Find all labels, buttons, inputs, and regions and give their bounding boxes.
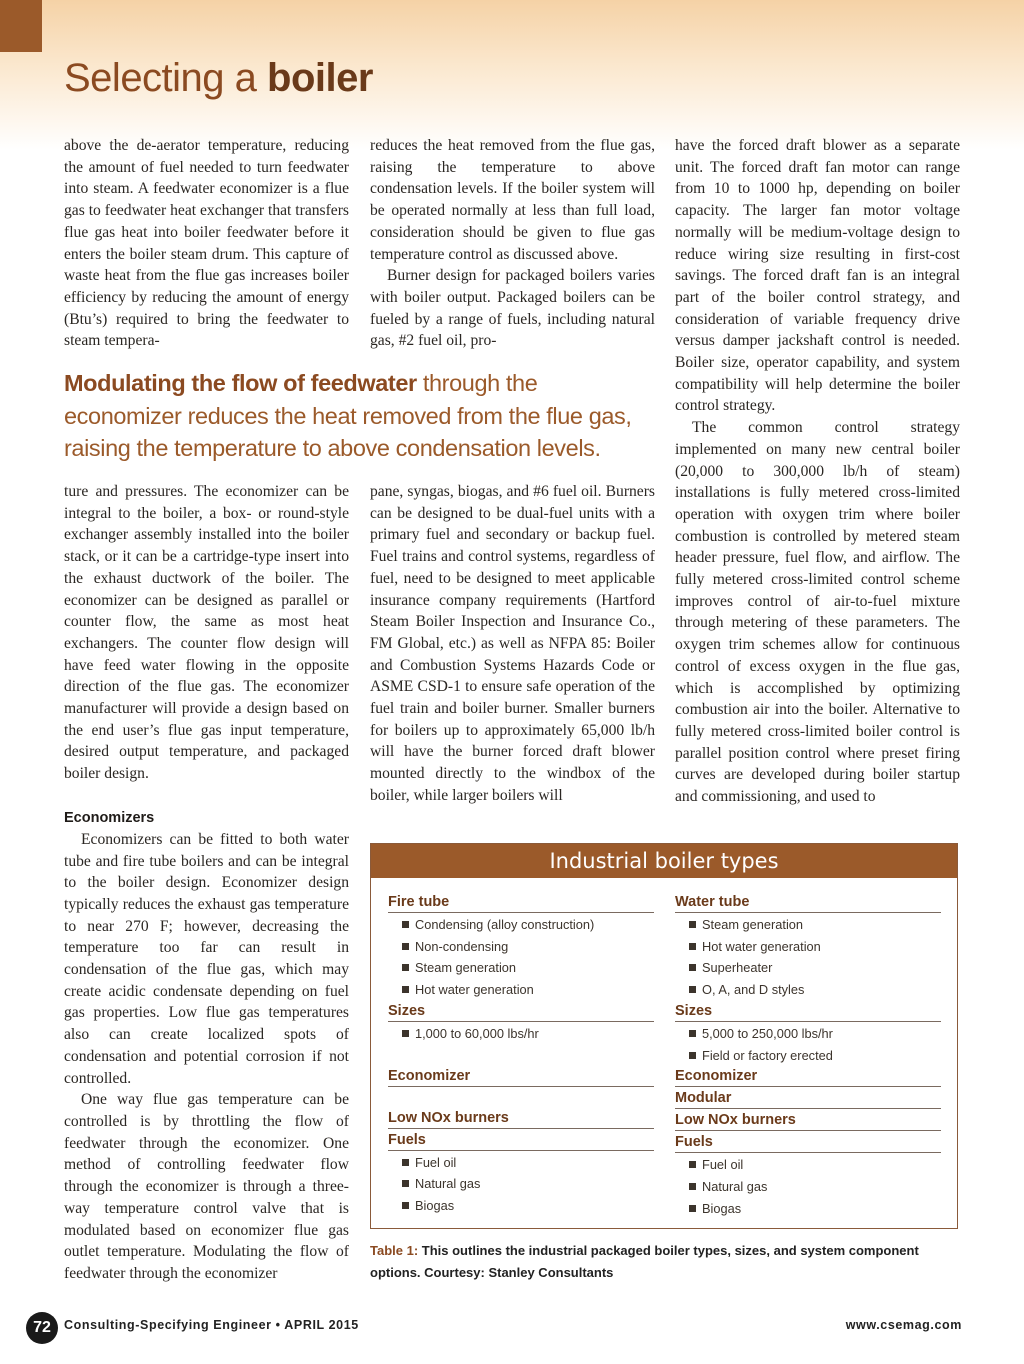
table-heading: Sizes — [388, 1001, 654, 1022]
list-item: Natural gas — [388, 1173, 654, 1195]
footer-publication: Consulting-Specifying Engineer • APRIL 2015 — [64, 1318, 359, 1332]
column-2-top — [370, 135, 655, 352]
paragraph: Economizers can be fitted to both water tube and fire tube boilers and can be integral to the boiler design. Economizer design typically reduces the exhaust gas temperature to near 270 F; however, decreasing the temperature too far can result in condensation of the flue gas, which may create acidic condensate depending on fuel gas properties. Low flue gas temperatures also can create localized spots of condensation and potential corrosion if not controlled. — [64, 830, 349, 1087]
caption-text: This outlines the industrial packaged boiler types, sizes, and system component options. Courtesy: Stanley Consultants — [370, 1243, 919, 1280]
table-heading: Sizes — [675, 1001, 941, 1022]
list-item: Steam generation — [388, 957, 654, 979]
table-heading: Low NOx burners — [388, 1108, 654, 1129]
page-title — [64, 56, 373, 101]
table-heading: Fire tube — [388, 892, 654, 913]
section-tab-marker — [0, 0, 42, 52]
list-item: Biogas — [675, 1198, 941, 1220]
table-title: Industrial boiler types — [371, 844, 957, 878]
list-item: 5,000 to 250,000 lbs/hr — [675, 1023, 941, 1045]
boiler-types-table — [370, 843, 958, 1229]
paragraph: have the forced draft blower as a separate unit. The forced draft fan motor can range from 10 to 1000 hp, depending on boiler capacity. The larger fan motor voltage normally will be medium-voltage design to reduce wiring size resulting in first-cost savings. The forced draft fan is an integral part of the boiler control strategy, and consideration of variable frequency drive versus damper jackshaft control is needed. Boiler size, operator capability, and system compatibility will help determine the boiler control strategy. — [675, 137, 960, 415]
list-item: Non-condensing — [388, 936, 654, 958]
column-2-bottom — [370, 481, 655, 807]
list-item: Fuel oil — [388, 1152, 654, 1174]
table-heading: Modular — [675, 1088, 941, 1109]
list-item: Condensing (alloy construction) — [388, 914, 654, 936]
page-number: 72 — [26, 1312, 58, 1344]
column-1-bottom — [64, 481, 349, 1285]
column-3 — [675, 135, 960, 808]
list-item: 1,000 to 60,000 lbs/hr — [388, 1023, 654, 1045]
table-heading: Economizer — [388, 1066, 654, 1087]
list-item: Superheater — [675, 957, 941, 979]
caption-label: Table 1: — [370, 1243, 419, 1258]
table-heading: Water tube — [675, 892, 941, 913]
list-item: Hot water generation — [675, 936, 941, 958]
table-caption — [370, 1240, 960, 1283]
table-column-water-tube — [675, 892, 941, 1219]
paragraph: ture and pressures. The economizer can be integral to the boiler, a box- or round-style exchanger assembly installed into the boiler stack, or it can be a cartridge-type insert into the exhaust ductwork of the boiler. The economizer can be designed as parallel or counter flow, the same as most heat exchangers. The counter flow design will have feed water flowing in the opposite direction of the flue gas. The economizer manufacturer will provide a design based on the end user’s flue gas input temperature, desired output temperature, and packaged boiler design. — [64, 483, 349, 783]
list-item: Hot water generation — [388, 979, 654, 1001]
list-item: Biogas — [388, 1195, 654, 1217]
pull-quote — [64, 367, 654, 465]
table-heading: Low NOx burners — [675, 1110, 941, 1131]
paragraph: Burner design for packaged boilers varies with boiler output. Packaged boilers can be fueled by a range of fuels, including natural gas, #2 fuel oil, pro- — [370, 267, 655, 350]
section-heading: Economizers — [64, 809, 155, 826]
title-light: Selecting a — [64, 56, 268, 100]
paragraph: One way flue gas temperature can be controlled is by throttling the flow of feedwater through the economizer. One method of controlling feedwater flow through the economizer is through a three-way temperature control valve that is modulated based on economizer flue gas outlet temperature. Modulating the flow of feedwater through the economizer — [64, 1091, 349, 1282]
list-item: Fuel oil — [675, 1154, 941, 1176]
pull-quote-rest: through the economizer reduces the heat removed from the flue gas, raising the temperature to above condensation levels. — [64, 370, 632, 461]
list-item: Steam generation — [675, 914, 941, 936]
list-item: O, A, and D styles — [675, 979, 941, 1001]
paragraph: The common control strategy implemented on many new central boiler (20,000 to 300,000 lb/h of steam) installations is fully metered cross-limited operation with oxygen trim where boiler combustion is controlled by metered steam header pressure, fuel flow, and airflow. The fully metered cross-limited control scheme improves control of air-to-fuel mixture through metering of these parameters. The oxygen trim schemes allow for continuous control of excess oxygen in the flue gas, which is accomplished by optimizing combustion air into the boiler. Alternative to fully metered cross-limited boiler control is parallel position control where preset firing curves are developed during boiler startup and commissioning, and used to — [675, 419, 960, 806]
list-item: Natural gas — [675, 1176, 941, 1198]
table-heading: Economizer — [675, 1066, 941, 1087]
list-item: Field or factory erected — [675, 1045, 941, 1067]
column-1-top — [64, 135, 349, 352]
pull-quote-lead: Modulating the flow of feedwater — [64, 370, 417, 396]
table-column-fire-tube — [388, 892, 654, 1217]
paragraph: pane, syngas, biogas, and #6 fuel oil. Burners can be designed to be dual-fuel units with a primary fuel and secondary or backup fuel. Fuel trains and control systems, regardless of fuel, need to be designed to meet applicable insurance company requirements (Hartford Steam Boiler Inspection and Insurance Co., FM Global, etc.) as well as NFPA 85: Boiler and Combustion Systems Hazards Code or ASME CSD-1 to ensure safe operation of the fuel train and boiler burner. Smaller burners for boilers up to approximately 65,000 lb/h will have the burner forced draft blower mounted directly to the windbox of the boiler, while larger boilers will — [370, 483, 655, 804]
title-bold: boiler — [267, 56, 373, 100]
paragraph: reduces the heat removed from the flue gas, raising the temperature to above condensation levels. If the boiler system will be operated normally at less than full load, consideration should be given to flue gas temperature control as discussed above. — [370, 137, 655, 263]
paragraph: above the de-aerator temperature, reducing the amount of fuel needed to turn feedwater into steam. A feedwater economizer is a flue gas to feedwater heat exchanger that transfers flue gas heat into boiler feedwater before it enters the boiler steam drum. This capture of waste heat from the flue gas increases boiler efficiency by reducing the amount of energy (Btu’s) required to bring the feedwater to steam tempera- — [64, 137, 349, 350]
table-heading: Fuels — [675, 1132, 941, 1153]
footer-website: www.csemag.com — [845, 1318, 962, 1332]
table-heading: Fuels — [388, 1130, 654, 1151]
